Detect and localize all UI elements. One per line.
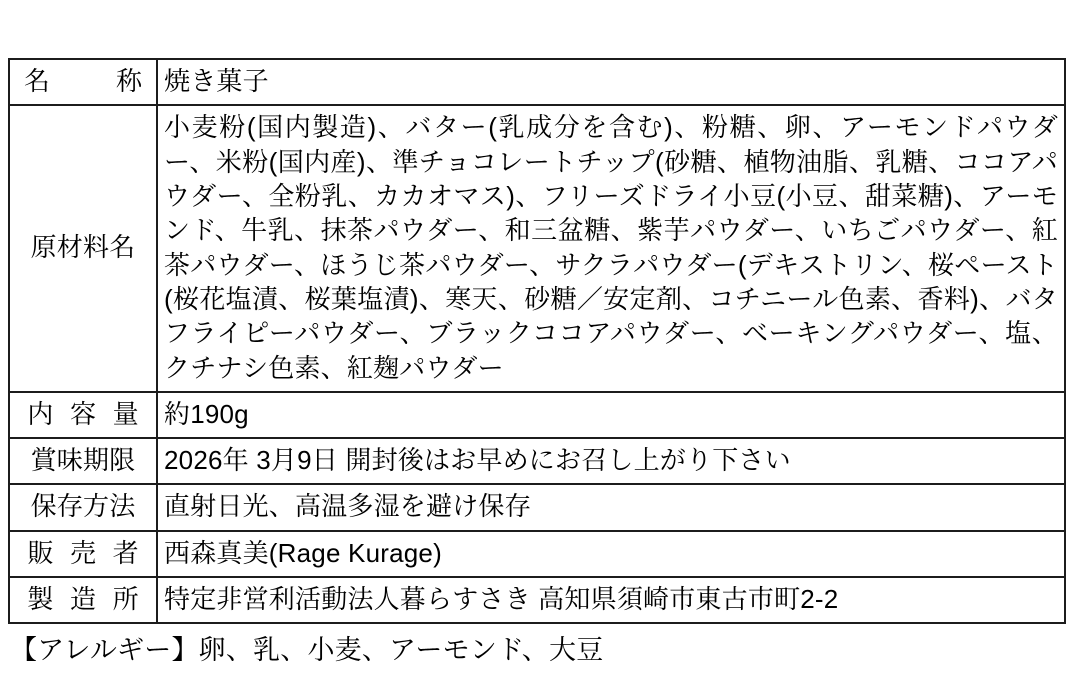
food-label-container (8, 58, 1066, 668)
row-header-best-before-label: 賞味期限 (30, 445, 136, 476)
row-header-name-label: 名 称 (23, 66, 147, 96)
row-header-net-weight-label: 内 容 量 (27, 398, 144, 429)
row-value-best-before: 2026年 3月9日 開封後はお早めにお召し上がり下さい (157, 438, 1065, 484)
allergy-note: 【アレルギー】卵、乳、小麦、アーモンド、大豆 (10, 635, 604, 666)
row-header-best-before (9, 438, 157, 484)
row-header-manufacturer-label: 製 造 所 (27, 584, 144, 615)
table-row (9, 531, 1065, 577)
table-row (9, 484, 1065, 530)
row-header-ingredients-label: 原材料名 (30, 232, 136, 263)
table-row (9, 577, 1065, 623)
row-value-manufacturer: 特定非営利活動法人暮らすさき 高知県須崎市東古市町2-2 (157, 577, 1065, 623)
table-row (9, 438, 1065, 484)
row-header-storage-label: 保存方法 (30, 491, 136, 522)
row-value-seller: 西森真美(Rage Kurage) (157, 531, 1065, 577)
table-row (9, 59, 1065, 105)
row-header-name (9, 59, 157, 105)
row-header-manufacturer (9, 577, 157, 623)
row-header-net-weight (9, 392, 157, 438)
table-row (9, 105, 1065, 392)
row-header-seller (9, 531, 157, 577)
row-value-ingredients: 小麦粉(国内製造)、バター(乳成分を含む)、粉糖、卵、アーモンドパウダー、米粉(国内産)、準チョコレートチップ(砂糖、植物油脂、乳糖、ココアパウダー、全粉乳、カカオマス)、フリーズドライ小豆(小豆、甜菜糖)、アーモンド、牛乳、抹茶パウダー、和三盆糖、紫芋パウダー、いちごパウダー、紅茶パウダー、ほうじ茶パウダー、サクラパウダー(デキストリン、桜ペースト(桜花塩漬、桜葉塩漬)、寒天、砂糖／安定剤、コチニール色素、香料)、バタフライピーパウダー、ブラックココアパウダー、ベーキングパウダー、塩、クチナシ色素、紅麹パウダー (157, 105, 1065, 392)
row-value-net-weight: 約190g (157, 392, 1065, 438)
row-value-name: 焼き菓子 (157, 59, 1065, 105)
row-header-seller-label: 販 売 者 (27, 537, 144, 568)
row-value-storage: 直射日光、高温多湿を避け保存 (157, 484, 1065, 530)
row-header-ingredients (9, 105, 157, 392)
food-label-table (8, 58, 1066, 624)
row-header-storage (9, 484, 157, 530)
table-row (9, 392, 1065, 438)
